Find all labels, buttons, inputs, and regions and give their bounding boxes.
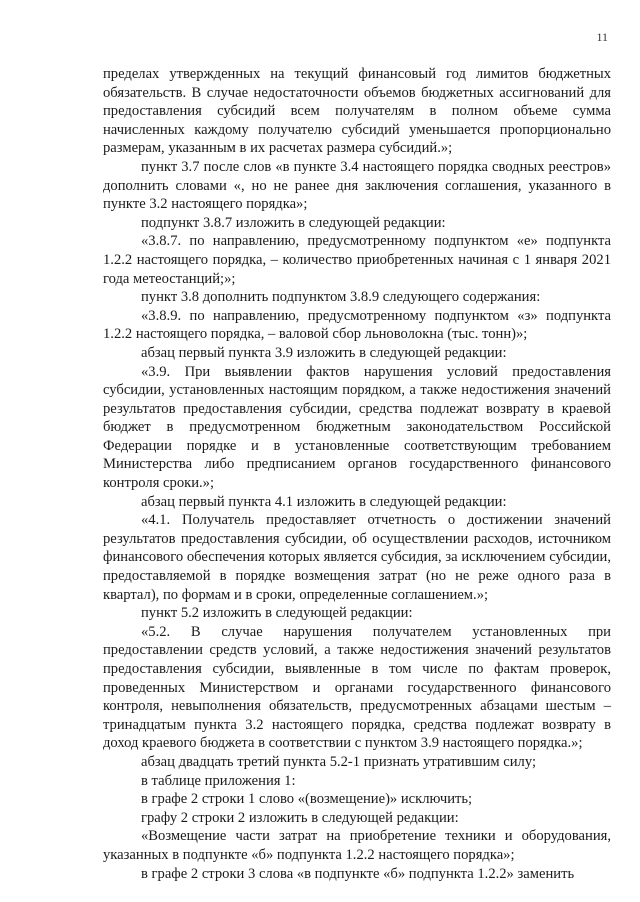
paragraph-10: «4.1. Получатель предоставляет отчетность о достижении значений результатов предоставления субсидии, об осуществлении расходов, источником финансового обеспечения которых является субсидия, за исключением субсидии, предоставляемой в порядке возмещения затрат (но не реже одного раза в квартал), по формам и в сроки, определенные соглашением.»; — [103, 512, 611, 603]
document-body — [103, 65, 611, 883]
paragraph-5: пункт 3.8 дополнить подпунктом 3.8.9 следующего содержания: — [141, 289, 541, 306]
paragraph-8: «3.9. При выявлении фактов нарушения условий предоставления субсидии, установленных настоящим порядком, а также недостижения значений результатов предоставления субсидии, средства подлежат возврату в краевой бюджет в предусмотренном бюджетным законодательством Российской Федерации порядке и в установленные соответствующим требованием Министерства либо предписанием органов государственного финансового контроля сроки.»; — [103, 363, 611, 492]
paragraph-3: подпункт 3.8.7 изложить в следующей редакции: — [141, 214, 446, 231]
page-number: 11 — [596, 30, 608, 44]
paragraph-17: «Возмещение части затрат на приобретение техники и оборудования, указанных в подпункте «б» подпункта 1.2.2 настоящего порядка»; — [103, 828, 611, 863]
paragraph-4: «3.8.7. по направлению, предусмотренному подпунктом «е» подпункта 1.2.2 настоящего порядка, – количество приобретенных начиная с 1 января 2021 года метеостанций;»; — [103, 233, 611, 287]
paragraph-1: пределах утвержденных на текущий финансовый год лимитов бюджетных обязательств. В случае недостаточности объемов бюджетных ассигнований для предоставления субсидий всем получателям в полном объеме сумма начисленных каждому получателю субсидий уменьшается пропорционально размерам, указанным в их расчетах размера субсидий.»; — [103, 66, 611, 157]
paragraph-9: абзац первый пункта 4.1 изложить в следующей редакции: — [141, 493, 507, 510]
paragraph-11: пункт 5.2 изложить в следующей редакции: — [141, 605, 413, 622]
paragraph-18: в графе 2 строки 3 слова «в подпункте «б» подпункта 1.2.2» заменить — [141, 865, 575, 882]
paragraph-2: пункт 3.7 после слов «в пункте 3.4 настоящего порядка сводных реестров» дополнить словами «, но не ранее дня заключения соглашения, указанного в пункте 3.2 настоящего порядка»; — [103, 158, 611, 213]
paragraph-12: «5.2. В случае нарушения получателем установленных при предоставлении средств условий, а также недостижения значений результатов предоставления субсидии, выявленные в том числе по фактам проверок, проведенных Министерством и органами государственного финансового контроля, невыполнения обязательств, предусмотренных абзацами шестым – тринадцатым пункта 3.2 настоящего порядка, средства подлежат возврату в доход краевого бюджета в соответствии с пунктом 3.9 настоящего порядка.»; — [103, 623, 611, 752]
paragraph-14: в таблице приложения 1: — [141, 772, 296, 789]
paragraph-6: «3.8.9. по направлению, предусмотренному подпунктом «з» подпункта 1.2.2 настоящего порядка, – валовой сбор льноволокна (тыс. тонн)»; — [103, 307, 611, 343]
paragraph-7: абзац первый пункта 3.9 изложить в следующей редакции: — [141, 344, 507, 361]
paragraph-15: в графе 2 строки 1 слово «(возмещение)» исключить; — [141, 791, 473, 808]
paragraph-13: абзац двадцать третий пункта 5.2-1 признать утратившим силу; — [141, 753, 536, 770]
paragraph-16: графу 2 строки 2 изложить в следующей редакции: — [141, 809, 459, 826]
